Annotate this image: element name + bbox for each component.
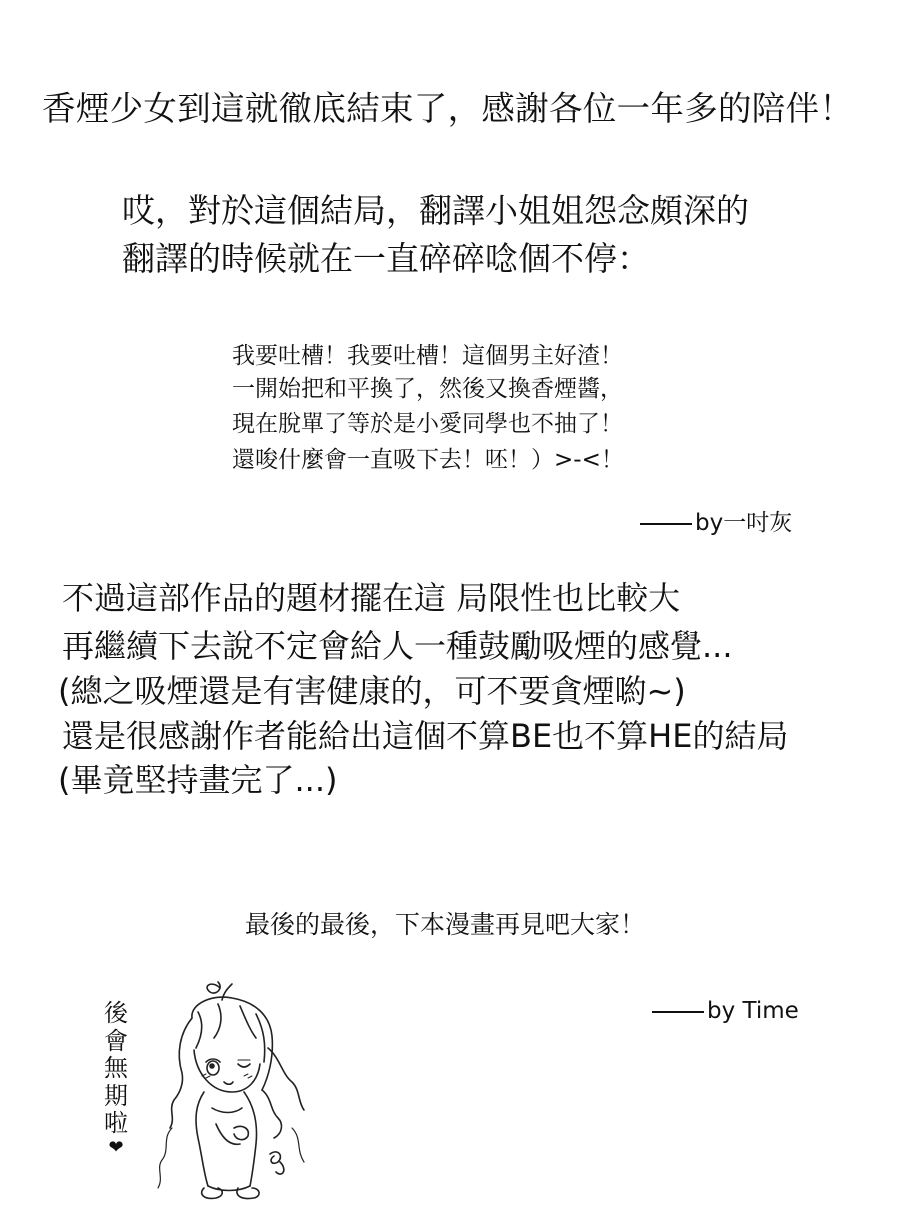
quote-line-4: 還唆什麼會一直吸下去！呸！）>-<！ [232, 447, 624, 473]
editor-signature [652, 1000, 799, 1023]
chibi-girl-drawing [132, 978, 316, 1203]
translator-signature [640, 512, 792, 535]
caption-char: 無 [104, 1054, 128, 1083]
heart-icon: ❤ [108, 1136, 124, 1158]
page-heading: 香煙少女到這就徹底結束了，感謝各位一年多的陪伴！ [42, 89, 854, 128]
paragraph-line-2: 再繼續下去說不定會給人一種鼓勵吸煙的感覺... [62, 627, 733, 665]
closing-line: 最後的最後，下本漫畫再見吧大家！ [245, 910, 646, 939]
caption-char: 會 [104, 1026, 128, 1055]
signature-dash [652, 1011, 704, 1013]
paragraph-line-4: 還是很感謝作者能給出這個不算BE也不算HE的結局 [62, 717, 789, 755]
paragraph-line-5: (畢竟堅持畫完了...) [58, 761, 338, 799]
caption-char: 期 [104, 1081, 128, 1110]
paragraph-line-3: (總之吸煙還是有害健康的，可不要貪煙喲~) [58, 672, 686, 710]
intro-line-2: 翻譯的時候就在一直碎碎唸個不停： [122, 239, 650, 278]
quote-line-2: 一開始把和平換了，然後又換香煙醬， [232, 376, 623, 402]
caption-char: 啦 [104, 1109, 128, 1138]
caption-char: 後 [104, 999, 128, 1027]
editor-signature-text: by Time [707, 998, 799, 1024]
quote-line-3: 現在脫單了等於是小愛同學也不抽了！ [232, 411, 623, 437]
signature-dash [640, 523, 692, 525]
intro-line-1: 哎，對於這個結局，翻譯小姐姐怨念頗深的 [122, 191, 749, 230]
vertical-caption [96, 1000, 136, 1159]
paragraph-line-1: 不過這部作品的題材擺在這 局限性也比較大 [62, 579, 681, 617]
quote-line-1: 我要吐槽！我要吐槽！這個男主好渣！ [232, 343, 623, 369]
translator-signature-text: by一吋灰 [695, 510, 793, 536]
chibi-illustration [96, 978, 316, 1203]
